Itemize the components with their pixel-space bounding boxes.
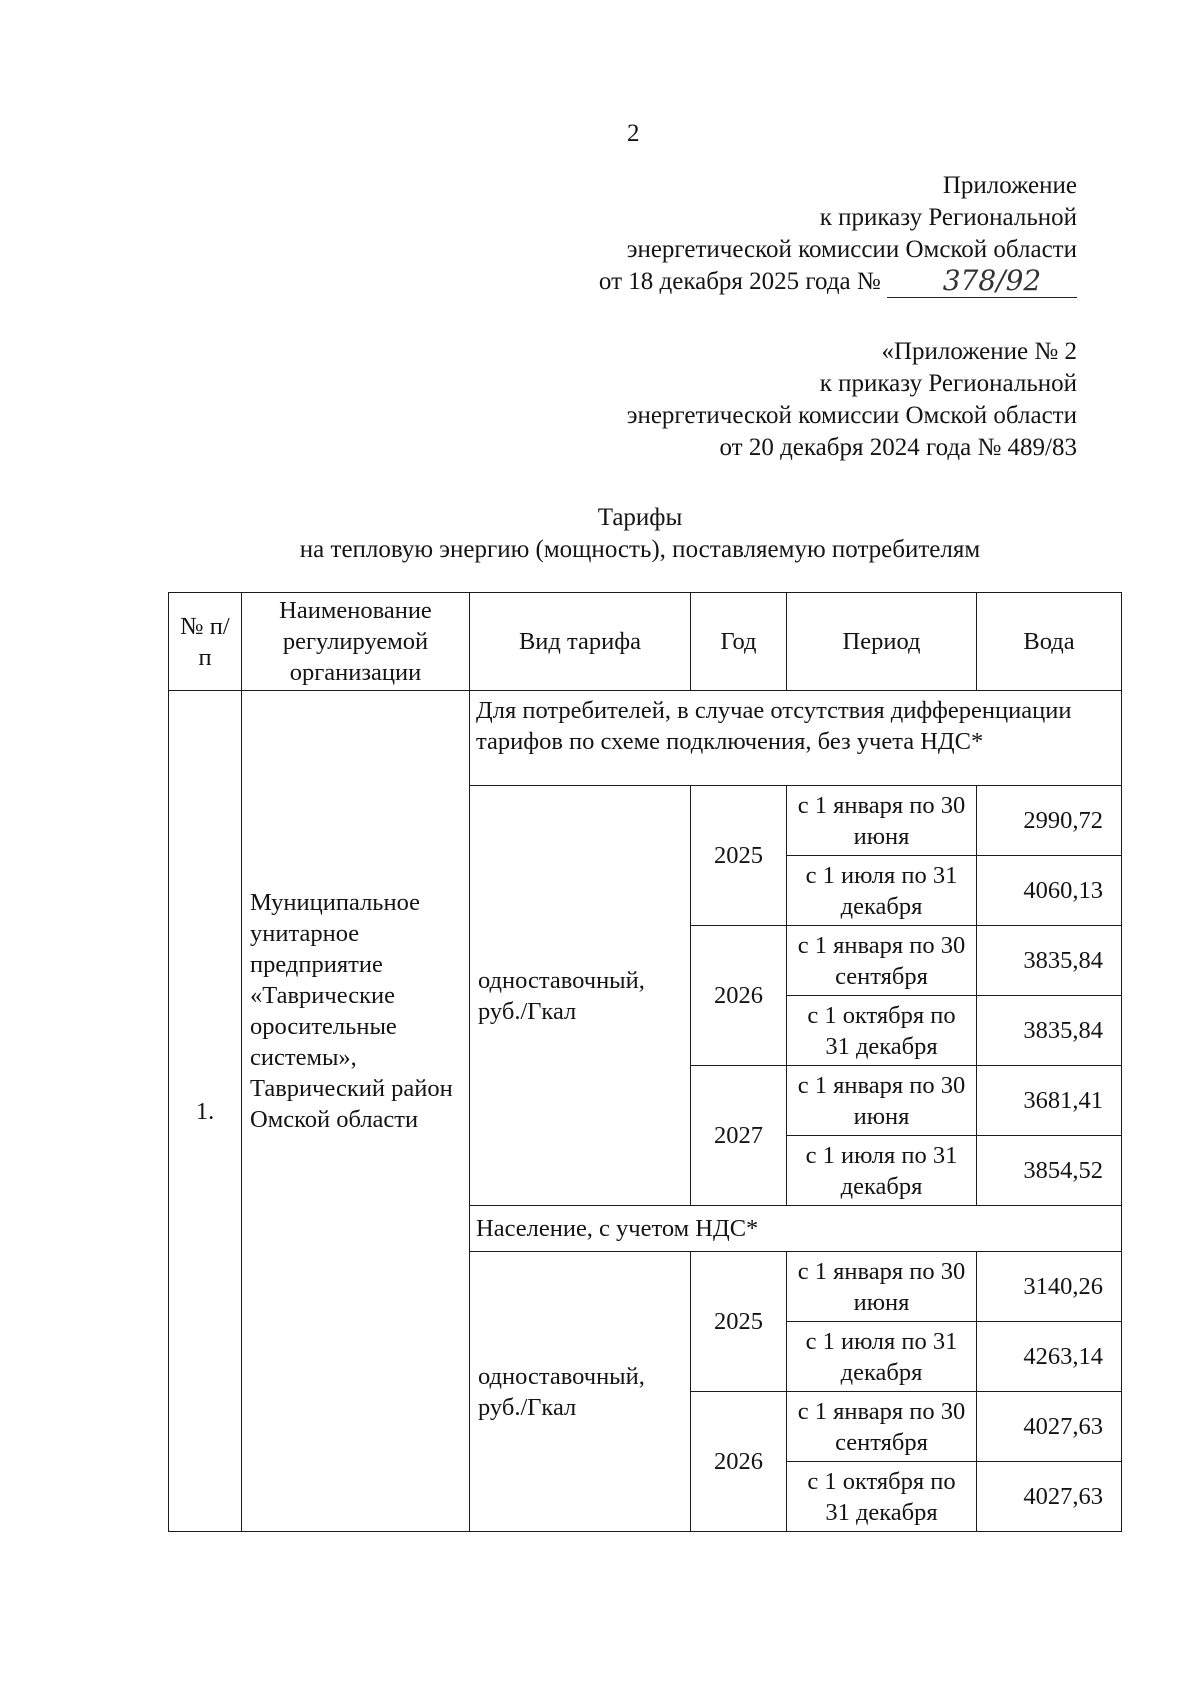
- period-cell: с 1 июля по 31 декабря: [787, 856, 977, 926]
- tariff-value: 4027,63: [977, 1392, 1122, 1462]
- period-cell: с 1 июля по 31 декабря: [787, 1136, 977, 1206]
- tariff-value: 3140,26: [977, 1252, 1122, 1322]
- section1-label: Для потребителей, в случае отсутствия дифференциации тарифов по схеме подключения, без учета НДС*: [470, 691, 1122, 786]
- order-number-handwritten: 378/92: [942, 264, 1042, 297]
- document-title: [0, 502, 1200, 566]
- period-cell: с 1 октября по 31 декабря: [787, 1462, 977, 1532]
- section2-year: 2026: [691, 1392, 787, 1532]
- period-cell: с 1 октября по 31 декабря: [787, 996, 977, 1066]
- prev-appendix-line2: к приказу Региональной: [819, 370, 1077, 397]
- appendix-title: Приложение: [942, 172, 1077, 199]
- tariff-value: 4263,14: [977, 1322, 1122, 1392]
- tariff-value: 2990,72: [977, 786, 1122, 856]
- previous-appendix-header: [627, 336, 1077, 464]
- appendix-line2: к приказу Региональной: [819, 204, 1077, 231]
- header-period: Период: [787, 593, 977, 691]
- appendix-line3: энергетической комиссии Омской области: [626, 236, 1077, 263]
- row-number: 1.: [169, 691, 242, 1532]
- header-year: Год: [691, 593, 787, 691]
- section2-year: 2025: [691, 1252, 787, 1392]
- header-org: Наименование регулируемой организации: [242, 593, 470, 691]
- section1-year: 2025: [691, 786, 787, 926]
- tariff-table: [168, 592, 1122, 1532]
- table-header-row: [169, 593, 1122, 691]
- organization-name: Муниципальное унитарное предприятие «Таврические оросительные системы», Таврический район Омской области: [242, 691, 470, 1532]
- page-number: 2: [627, 120, 640, 147]
- period-cell: с 1 января по 30 сентября: [787, 926, 977, 996]
- section2-label: Население, с учетом НДС*: [470, 1206, 1122, 1252]
- title-line1: Тарифы: [597, 504, 683, 531]
- period-cell: с 1 января по 30 июня: [787, 786, 977, 856]
- header-tariff-type: Вид тарифа: [470, 593, 691, 691]
- appendix-header: [599, 170, 1077, 298]
- tariff-value: 4060,13: [977, 856, 1122, 926]
- period-cell: с 1 января по 30 июня: [787, 1066, 977, 1136]
- section1-tariff-type: одноставочный, руб./Гкал: [470, 786, 691, 1206]
- tariff-value: 3681,41: [977, 1066, 1122, 1136]
- tariff-value: 3854,52: [977, 1136, 1122, 1206]
- appendix-date: от 18 декабря 2025 года №: [598, 268, 881, 295]
- section1-year: 2026: [691, 926, 787, 1066]
- period-cell: с 1 января по 30 июня: [787, 1252, 977, 1322]
- tariff-value: 3835,84: [977, 926, 1122, 996]
- tariff-value: 3835,84: [977, 996, 1122, 1066]
- section2-tariff-type: одноставочный, руб./Гкал: [470, 1252, 691, 1532]
- prev-appendix-line4: от 20 декабря 2024 года № 489/83: [719, 434, 1077, 461]
- period-cell: с 1 июля по 31 декабря: [787, 1322, 977, 1392]
- section1-year: 2027: [691, 1066, 787, 1206]
- header-water: Вода: [977, 593, 1122, 691]
- order-number-field: [887, 264, 1077, 298]
- appendix-line4: [599, 266, 1077, 298]
- prev-appendix-title: «Приложение № 2: [881, 338, 1077, 365]
- header-num: № п/п: [169, 593, 242, 691]
- tariff-value: 4027,63: [977, 1462, 1122, 1532]
- table-row: [169, 691, 1122, 786]
- title-line2: на тепловую энергию (мощность), поставляемую потребителям: [299, 536, 981, 563]
- prev-appendix-line3: энергетической комиссии Омской области: [626, 402, 1077, 429]
- period-cell: с 1 января по 30 сентября: [787, 1392, 977, 1462]
